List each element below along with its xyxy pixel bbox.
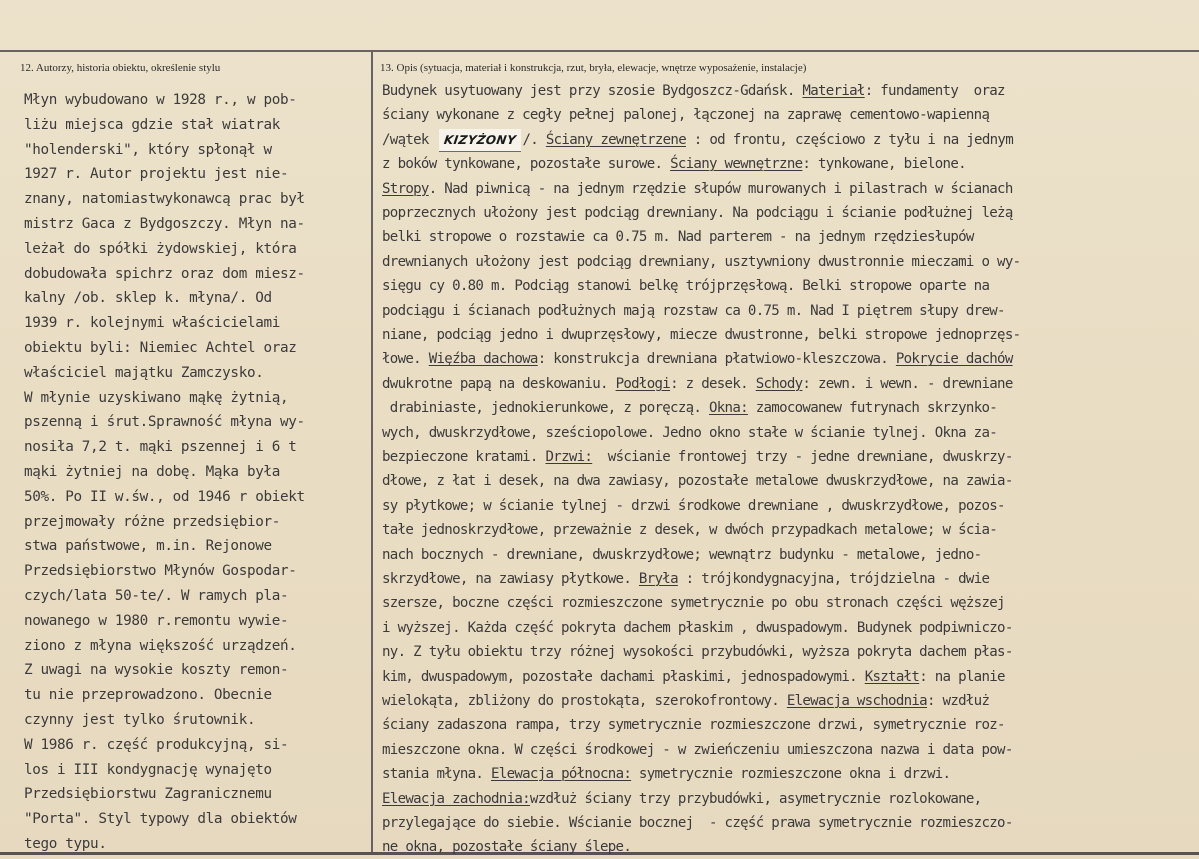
description-text-segment: wielokąta, zbliżony do prostokąta, szerokofrontowy. [382,693,787,709]
underlined-keyword: Drzwi: [545,449,593,465]
description-text-segment: wzdłuż ściany trzy przybudówki, asymetrycznie rozlokowane, [529,790,982,807]
history-text-line: dobudowała spichrz oraz dom miesz- [24,265,305,282]
history-text-line: Przedsiębiorstwo Młynów Gospodar- [24,563,297,580]
history-text-line: 1927 r. Autor projektu jest nie- [24,166,289,183]
description-text-segment: niane, podciąg jedno i dwuprzęsłowy, miecze dwustronne, belki stropowe jednoprzęs- [382,327,1021,343]
underlined-keyword: Elewacja zachodnia: [382,790,530,807]
history-text-line: pszenną i śrut.Sprawność młyna wy- [24,414,305,431]
history-text-line: obiektu byli: Niemiec Achtel oraz [24,340,297,356]
description-text-line [382,275,989,297]
description-text-line [382,422,997,444]
description-text-segment: nach bocznych - drewniane, dwuskrzydłowe; wewnątrz budynku - metalowe, jedno- [382,546,982,563]
description-text-line [382,348,1013,370]
history-text-line: przejmowały różne przedsiębior- [24,513,280,530]
description-text-segment: tałe jednoskrzydłowe, przeważnie z desek, w dwóch przypadkach metalowe; w ścia- [382,522,998,539]
description-text-line [382,324,1020,346]
description-text-segment: : wzdłuż [926,693,990,709]
description-text-segment: ściany wykonane z cegły pełnej palonej, łączonej na zaprawę cementowo-wapienną [382,107,990,124]
history-text-line: leżał do spółki żydowskiej, która [24,240,297,257]
history-text-line: tego typu. [24,836,107,852]
section-13-heading: 13. Opis (sytuacja, materiał i konstrukcja, rzut, bryła, elewacje, wnętrze wyposażenie, instalacje) [380,62,807,74]
description-text-segment: zamocowanew futrynach skrzynko- [747,400,998,417]
description-text-line [382,690,989,712]
history-text-line: W 1986 r. część produkcyjną, si- [24,736,289,753]
description-text-segment: drewnianych ułożony jest podciąg drewniany, usztywniony dwustronnie mieczami o wy- [382,253,1021,270]
history-text-line: "holenderski", który spłonął w [24,141,272,158]
description-text-segment: stania młyna. [382,766,491,783]
description-text-segment: : konstrukcja drewniana płatwiowo-kleszczowa. [537,351,896,368]
description-text-line [382,251,1020,273]
underlined-keyword: Elewacja północna: [491,766,632,783]
description-text-segment: /. [522,131,546,148]
description-text-segment: wych, dwuskrzydłowe, sześciopolowe. Jedno okno stałe w ścianie tylnej. Okna za- [382,424,998,441]
description-text-segment: mieszczone okna. W części środkowej - w zwieńczeniu umieszczona nazwa i data pow- [382,741,1013,758]
description-text-line [382,495,1005,517]
description-text-segment: : trójkondygnacyjna, trójdzielna - dwie [677,571,990,587]
description-text-segment: : od frontu, częściowo z tyłu i na jednym [686,131,1013,148]
description-text-line [382,763,950,785]
history-text-line: nosiła 7,2 t. mąki pszennej i 6 t [24,439,297,456]
description-text-line [382,568,989,590]
description-text-segment: ściany zadaszona rampa, trzy symetrycznie rozmieszczone drzwi, symetrycznie roz- [382,717,1005,734]
underlined-keyword: Materiał [802,83,865,99]
history-text-line: znany, natomiastwykonawcą prac był [24,191,305,208]
history-text-line: nowanego w 1980 r.remontu wywie- [24,612,289,629]
history-text-line: 1939 r. kolejnymi właścicielami [24,315,280,332]
description-text-segment: szersze, boczne części rozmieszczone symetrycznie po obu stronach części węższej [382,595,1005,612]
description-text-segment: : zewn. i wewn. - drewniane [802,375,1013,392]
description-text-segment: skrzydłowe, na zawiasy płytkowe. [382,571,639,587]
history-text-line: W młynie uzyskiwano mąkę żytnią, [24,389,289,406]
description-text-segment: ne okna, pozostałe ściany ślepe. [382,839,632,856]
description-text-segment: : na planie [919,668,1005,685]
description-text-line [382,80,1005,102]
description-text-segment: kim, dwuspadowym, pozostałe dachami płaskimi, jednospadowymi. [382,668,865,685]
description-text-line [382,153,966,175]
description-text-segment: drabiniaste, jednokierunkowe, z poręczą. [382,400,709,417]
description-text-line [382,641,1013,663]
description-text-line [382,226,974,248]
column-divider [371,52,373,852]
description-text-segment: : fundamenty oraz [864,83,1005,99]
description-text-segment: belki stropowe o rozstawie ca 0.75 m. Nad parterem - na jednym rzędziesłupów [382,229,974,246]
description-text-segment: sy płytkowe; w ścianie tylnej - drzwi środkowe drewniane , dwuskrzydłowe, pozos- [382,497,1005,514]
description-text-segment: dwukrotne papą na deskowaniu. [382,375,616,392]
history-text-line: 50%. Po II w.św., od 1946 r obiekt [24,488,305,505]
description-text-line [382,397,997,419]
description-text-line [382,373,1013,395]
description-text-segment: /wątek [382,131,437,148]
description-text-segment: łowe. [382,351,429,368]
underlined-keyword: Pokrycie dachów [895,351,1013,368]
underlined-keyword: Elewacja wschodnia [786,693,927,709]
history-text-line: czych/lata 50-te/. W ramych pla- [24,588,289,604]
history-text-line: mąki żytniej na dobę. Mąka była [24,464,280,480]
description-text-line [382,202,1013,224]
underlined-keyword: Bryła [638,571,678,587]
description-text-segment: podciągu i ścianach podłużnych mają rozstaw ca 0.75 m. Nad I piętrem słupy drew- [382,302,1005,319]
description-text-segment: sięgu cy 0.80 m. Podciąg stanowi belkę trójprzęsłową. Belki stropowe oparte na [382,278,990,295]
description-text-line [382,739,1013,761]
history-text-line: czynny jest tylko śrutownik. [24,712,256,728]
section-12-heading: 12. Autorzy, historia obiektu, określenie stylu [20,62,221,74]
history-text-line: mistrz Gaca z Bydgoszczy. Młyn na- [24,216,305,232]
description-text-line [382,470,1013,492]
underlined-keyword: Okna: [708,400,748,417]
header-rule [0,50,1199,52]
history-text-line: liżu miejsca gdzie stał wiatrak [24,116,280,133]
description-text-line [382,178,1013,200]
description-text-line [382,446,1013,468]
description-text-segment: Budynek usytuowany jest przy szosie Bydgoszcz-Gdańsk. [382,83,803,99]
history-text-line: Młyn wybudowano w 1928 r., w pob- [24,92,297,108]
description-text-line [382,836,631,858]
underlined-keyword: Ściany wewnętrzne [670,156,803,173]
description-text-segment: z boków tynkowane, pozostałe surowe. [382,156,671,173]
underlined-keyword: Więźba dachowa [428,351,538,368]
description-text-line [382,714,1005,736]
description-text-segment: i wyższej. Każda część pokryta dachem płaskim , dwuspadowym. Budynek podpiwniczo- [382,619,1013,636]
description-text-line [382,544,981,566]
underlined-keyword: Ściany zewnętrzene [545,131,686,148]
description-text-segment: bezpieczone kratami. [382,449,546,465]
description-text-line [382,300,1005,322]
description-text-line [382,519,997,541]
underlined-keyword: Kształt [864,668,920,685]
description-text-segment: poprzecznych ułożony jest podciąg drewniany. Na podciągu i ścianie podłużnej leżą [382,205,1013,221]
description-text-line [382,666,1005,688]
description-text-line [382,812,1013,834]
description-text-segment: : tynkowane, bielone. [802,156,966,173]
description-text-segment: . Nad piwnicą - na jednym rzędzie słupów murowanych i pilastrach w ścianach [428,180,1013,197]
underlined-keyword: Podłogi [615,375,671,392]
history-text-line: Przedsiębiorstwu Zagranicznemu [24,786,272,803]
history-text-line: właściciel majątku Zamczysko. [24,364,264,381]
history-text-line: ziono z młyna większość urządzeń. [24,637,297,654]
handwritten-word: KIZYŻONY [442,132,517,147]
history-text-line: "Porta". Styl typowy dla obiektów [24,811,297,828]
description-text-line [382,592,1005,614]
underlined-keyword: Schody [755,375,803,392]
description-text-line [382,617,1013,639]
handwritten-insertion [439,129,521,152]
description-text-segment: ny. Z tyłu obiektu trzy różnej wysokości przybudówki, wyższa pokryta dachem płas- [382,644,1013,661]
description-text-line [382,104,989,126]
history-text-line: kalny /ob. sklep k. młyna/. Od [24,290,272,307]
description-text-segment: przylegające do siebie. Wścianie bocznej - część prawa symetrycznie rozmieszczo- [382,815,1013,831]
description-text-segment: : z desek. [670,375,756,392]
history-text-line: tu nie przeprowadzono. Obecnie [24,687,272,704]
history-text-line: Z uwagi na wysokie koszty remon- [24,662,289,679]
history-text-line: stwa państwowe, m.in. Rejonowe [24,538,272,555]
description-text-line [382,788,981,810]
description-text-line [382,129,1013,151]
description-text-segment: wścianie frontowej trzy - jedne drewniane, dwuskrzy- [592,449,1013,465]
description-text-segment: dłowe, z łat i desek, na dwa zawiasy, pozostałe metalowe dwuskrzydłowe, na zawia- [382,473,1013,490]
description-text-segment: symetrycznie rozmieszczone okna i drzwi. [631,766,951,783]
underlined-keyword: Stropy [382,180,429,197]
history-text-line: los i III kondygnację wynajęto [24,761,272,778]
